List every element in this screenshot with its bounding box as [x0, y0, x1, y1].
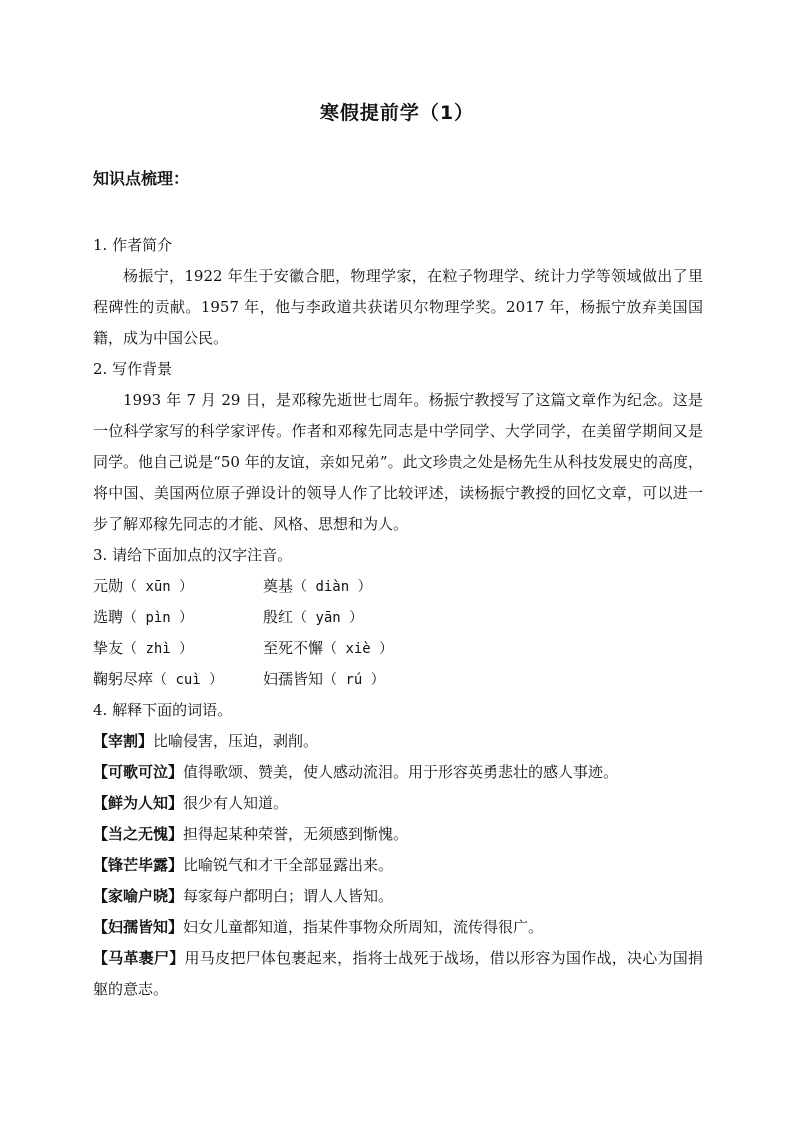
vocab-item [93, 726, 703, 757]
vocab-item [93, 850, 703, 881]
pinyin-row [93, 571, 703, 602]
section-heading: 知识点梳理： [93, 169, 190, 188]
pinyin-answer: （ rú ） [323, 672, 385, 688]
pinyin-word: 元勋 [93, 577, 124, 595]
vocab-word: 【当之无愧】 [93, 825, 184, 843]
author-intro-paragraph: 杨振宁，1922 年生于安徽合肥，物理学家，在粒子物理学、统计力学等领域做出了里程碑性的贡献。1957 年，他与李政道共获诺贝尔物理学奖。2017 年，杨振宁放弃美国国籍，成为中国公民。 [93, 267, 703, 347]
pinyin-word: 挚友 [93, 639, 124, 657]
pinyin-row [93, 602, 703, 633]
heading-author-intro: 1. 作者简介 [93, 236, 173, 254]
vocab-item [93, 788, 703, 819]
heading-vocabulary: 4. 解释下面的词语。 [93, 701, 233, 719]
vocab-word: 【马革裹尸】 [93, 949, 185, 967]
vocab-word: 【妇孺皆知】 [93, 918, 184, 936]
pinyin-word: 至死不懈 [263, 639, 324, 657]
vocab-definition: 担得起某种荣誉，无须感到惭愧。 [183, 825, 409, 843]
pinyin-word: 鞠躬尽瘁 [93, 670, 154, 688]
vocab-definition: 妇女儿童都知道，指某件事物众所周知，流传得很广。 [183, 918, 544, 936]
pinyin-answer: （ cuì ） [153, 672, 224, 688]
vocab-word: 【鲜为人知】 [93, 794, 184, 812]
pinyin-word: 奠基 [263, 577, 294, 595]
vocab-item [93, 943, 703, 1005]
heading-writing-background: 2. 写作背景 [93, 360, 173, 378]
pinyin-row [93, 633, 703, 664]
vocab-definition: 每家每户都明白；谓人人皆知。 [183, 887, 394, 905]
pinyin-answer: （ diàn ） [293, 579, 372, 595]
vocab-word: 【家喻户晓】 [93, 887, 184, 905]
vocab-item [93, 757, 703, 788]
vocab-item [93, 881, 703, 912]
pinyin-answer: （ yān ） [293, 610, 364, 626]
vocab-definition: 值得歌颂、赞美，使人感动流泪。用于形容英勇悲壮的感人事迹。 [183, 763, 619, 781]
document-body [93, 230, 703, 1005]
vocab-item [93, 912, 703, 943]
vocab-word: 【锋芒毕露】 [93, 856, 184, 874]
heading-pinyin-exercise: 3. 请给下面加点的汉字注音。 [93, 546, 293, 564]
pinyin-answer: （ zhì ） [123, 641, 194, 657]
vocab-word: 【宰割】 [93, 732, 154, 750]
vocab-word: 【可歌可泣】 [93, 763, 184, 781]
writing-background-paragraph: 1993 年 7 月 29 日，是邓稼先逝世七周年。杨振宁教授写了这篇文章作为纪念。这是一位科学家写的科学家评传。作者和邓稼先同志是中学同学、大学同学，在美留学期间又是同学。他自己说是“50 年的友谊，亲如兄弟”。此文珍贵之处是杨先生从科技发展史的高度，将中国、美国两位原子弹设计的领导人作了比较评述，读杨振宁教授的回忆文章，可以进一步了解邓稼先同志的才能、风格、思想和为人。 [93, 391, 703, 533]
vocab-item [93, 819, 703, 850]
pinyin-answer: （ xiè ） [323, 641, 394, 657]
pinyin-answer: （ xūn ） [123, 579, 194, 595]
document-title: 寒假提前学（1） [319, 102, 475, 124]
pinyin-answer: （ pìn ） [123, 610, 194, 626]
vocab-definition: 用马皮把尸体包裹起来，指将士战死于战场，借以形容为国作战，决心为国捐躯的意志。 [93, 949, 703, 998]
pinyin-word: 选聘 [93, 608, 124, 626]
vocab-definition: 比喻锐气和才干全部显露出来。 [183, 856, 394, 874]
pinyin-word: 妇孺皆知 [263, 670, 324, 688]
pinyin-row [93, 664, 703, 695]
vocab-definition: 很少有人知道。 [183, 794, 289, 812]
vocab-definition: 比喻侵害，压迫，剥削。 [153, 732, 319, 750]
pinyin-word: 殷红 [263, 608, 294, 626]
